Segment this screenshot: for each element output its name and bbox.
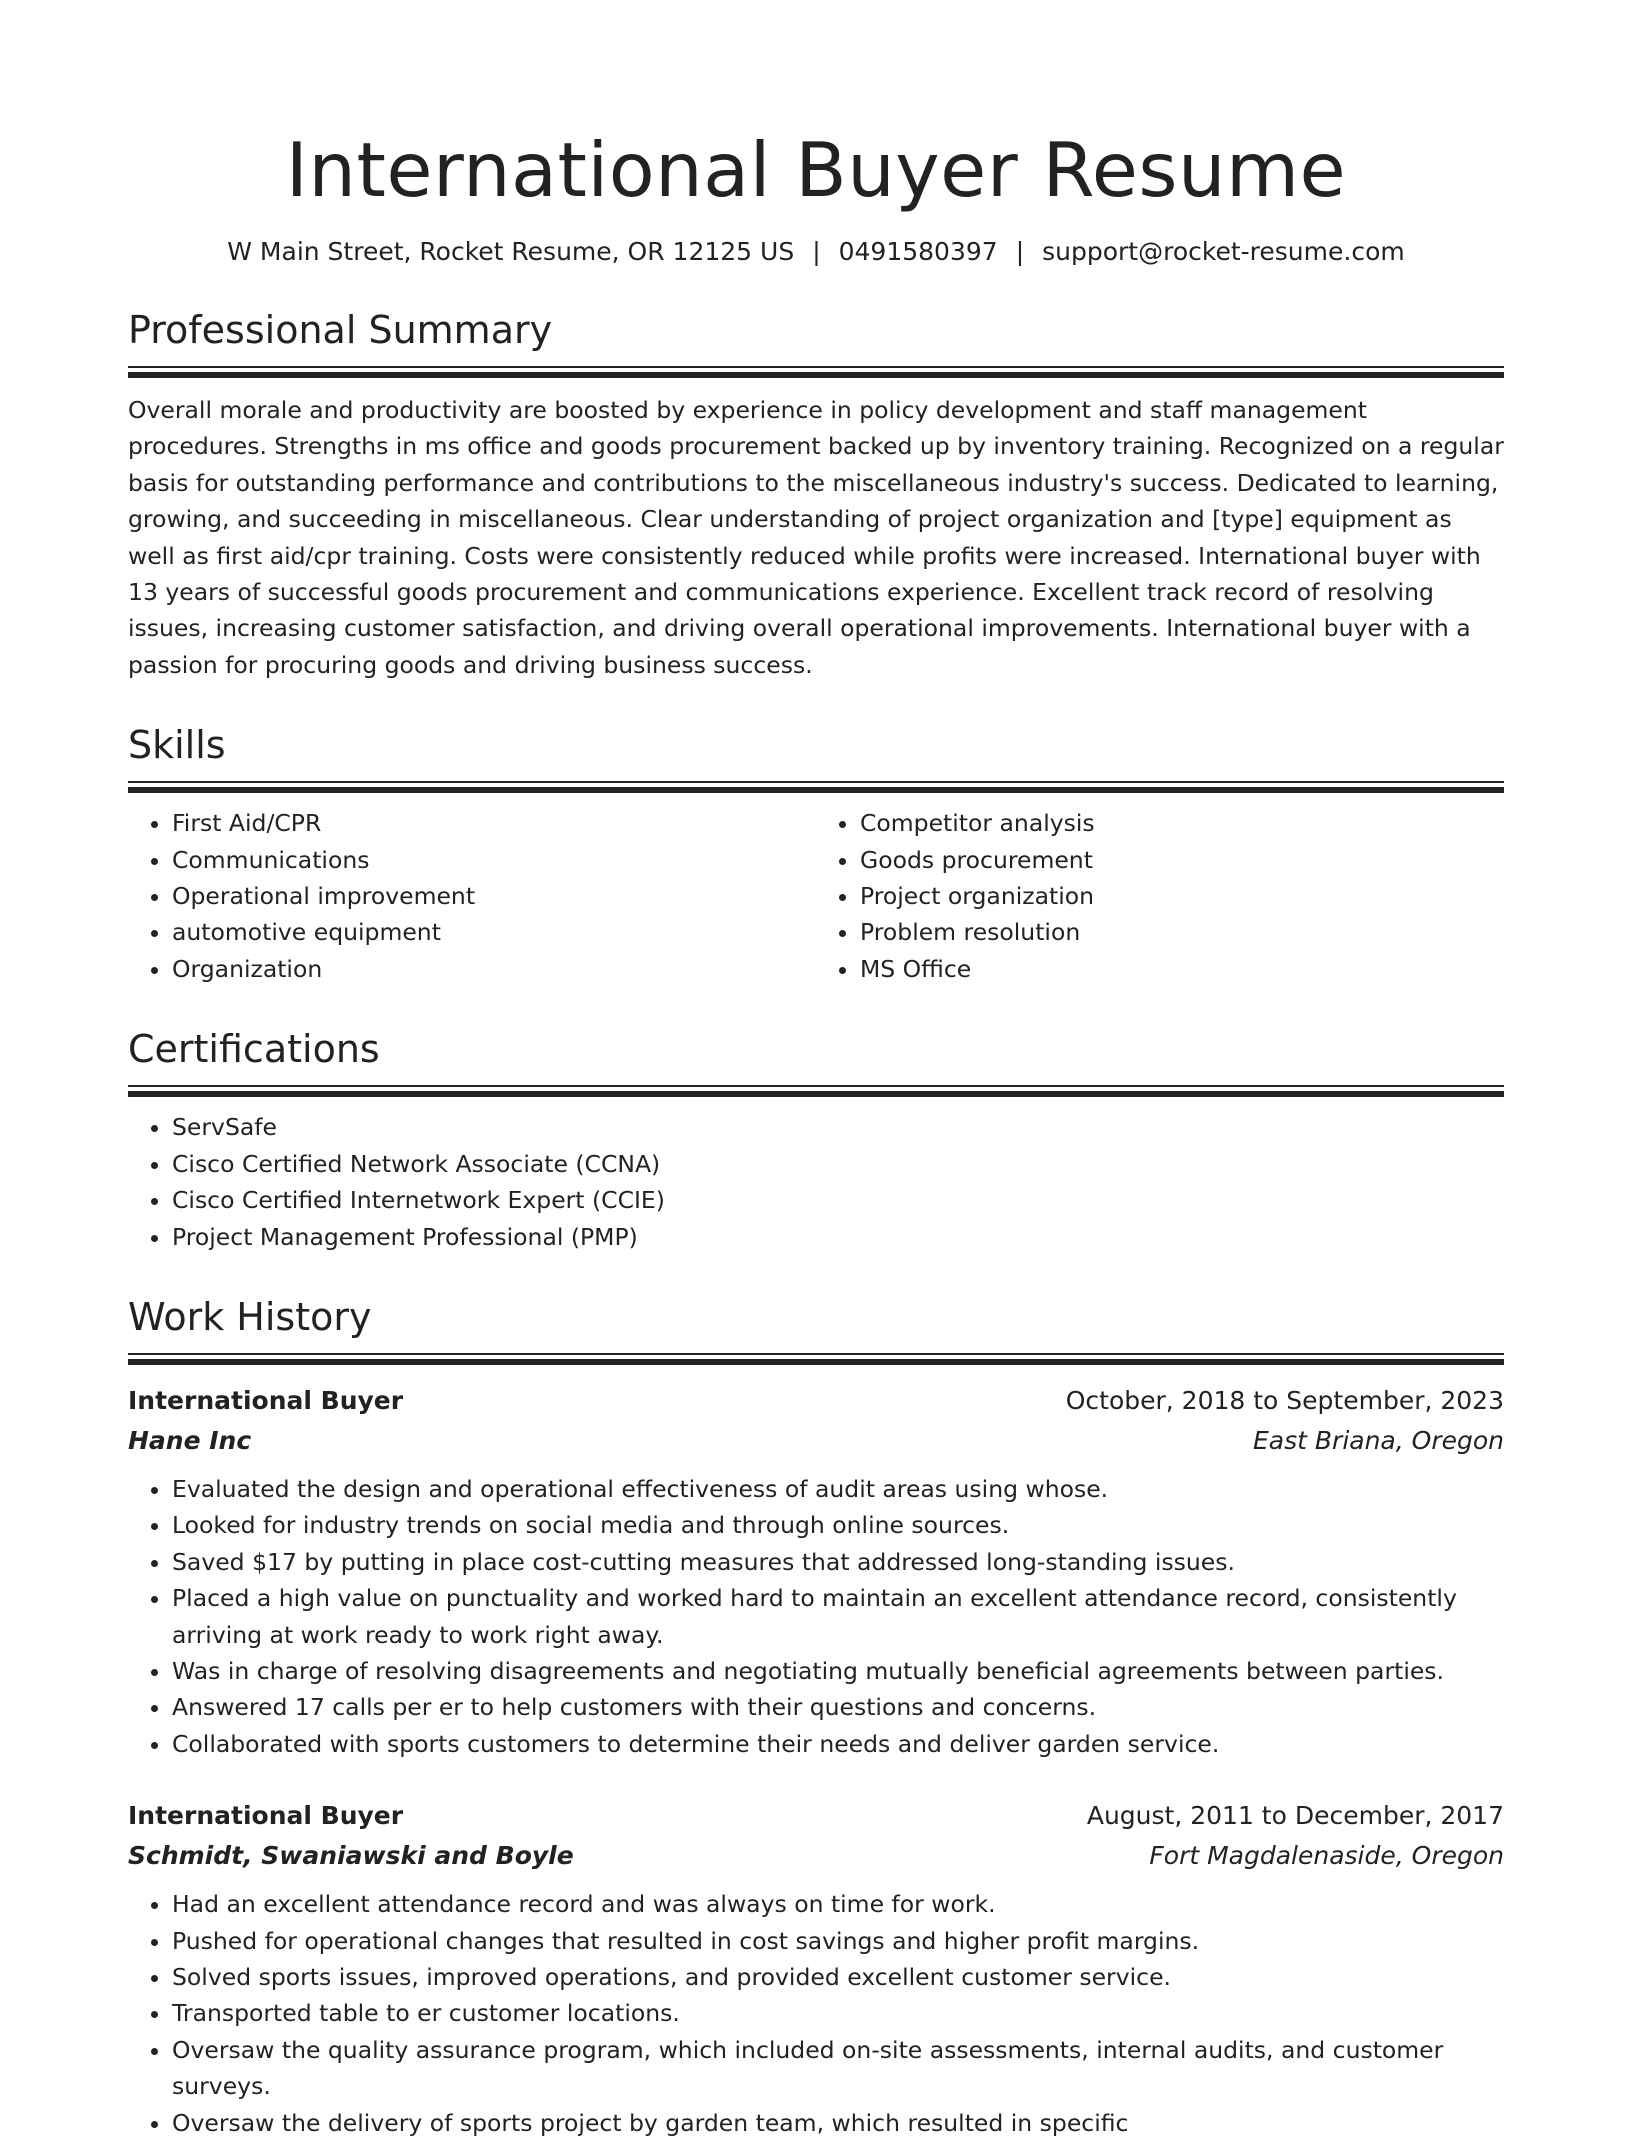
section-divider [128, 366, 1504, 380]
summary-text: Overall morale and productivity are boosted by experience in policy development and staff management procedures. Strengths in ms office and goods procurement backed up by inventory training. Recognized on a regular basis for outstanding performance and contributions to the miscellaneous industry's success. Dedicated to learning, growing, and succeeding in miscellaneous. Clear understanding of project organization and [type] equipment as well as first aid/cpr training. Costs were consistently reduced while profits were increased. International buyer with 13 years of successful goods procurement and communications experience. Excellent track record of resolving issues, increasing customer satisfaction, and driving overall operational improvements. International buyer with a passion for procuring goods and driving business success. [128, 396, 1504, 679]
certification-item: • Cisco Certified Network Associate (CCNA) [172, 1146, 1504, 1182]
job-duty: • Placed a high value on punctuality and worked hard to maintain an excellent attendance record, consistently arriving at work ready to work right away. [172, 1580, 1504, 1653]
job-duty: • Saved $17 by putting in place cost-cutting measures that addressed long-standing issues. [172, 1544, 1504, 1580]
work-history-section [128, 1275, 1504, 2141]
page-title: International Buyer Resume [285, 126, 1347, 214]
skill-item: • Organization [172, 951, 816, 987]
job-company: Schmidt, Swaniawski and Boyle [128, 1841, 574, 1871]
skill-item: • Operational improvement [172, 878, 816, 914]
contact-separator: | [812, 237, 821, 266]
contact-phone: 0491580397 [838, 237, 998, 266]
job-duty: • Pushed for operational changes that resulted in cost savings and higher profit margins. [172, 1923, 1504, 1959]
skill-item: • Goods procurement [860, 842, 1504, 878]
contact-address: W Main Street, Rocket Resume, OR 12125 US [227, 237, 795, 266]
job-location: East Briana, Oregon [1253, 1425, 1504, 1455]
section-divider [128, 1085, 1504, 1099]
job-title: International Buyer [128, 1801, 404, 1831]
certification-item: • Project Management Professional (PMP) [172, 1219, 1504, 1255]
job-duty: • Solved sports issues, improved operations, and provided excellent customer service. [172, 1959, 1504, 1995]
skill-item: • MS Office [860, 951, 1504, 987]
job-company-row [128, 1836, 1504, 1876]
skill-item: • Problem resolution [860, 914, 1504, 950]
skill-item: • Competitor analysis [860, 805, 1504, 841]
job-duty: • Evaluated the design and operational effectiveness of audit areas using whose. [172, 1471, 1504, 1507]
job-duties-list [128, 1471, 1504, 1762]
contact-separator: | [1015, 237, 1025, 266]
job-duty: • Was in charge of resolving disagreements and negotiating mutually beneficial agreements between parties. [172, 1653, 1504, 1689]
contact-line [128, 236, 1504, 268]
summary-heading: Professional Summary [128, 308, 553, 352]
certifications-list [128, 1109, 1504, 1255]
job-duties-list [128, 1886, 1504, 2141]
skill-item: • First Aid/CPR [172, 805, 816, 841]
job-company-row [128, 1421, 1504, 1461]
skills-grid [128, 805, 1504, 987]
skills-heading: Skills [128, 723, 226, 768]
work-history-heading: Work History [128, 1294, 372, 1339]
section-divider [128, 781, 1504, 795]
job-duty: • Transported table to er customer locations. [172, 1995, 1504, 2031]
job-entry [128, 1381, 1504, 1762]
certifications-section [128, 1007, 1504, 1255]
job-header-row [128, 1796, 1504, 1836]
job-entry [128, 1796, 1504, 2141]
skills-section [128, 703, 1504, 987]
job-duty: • Oversaw the delivery of sports project by garden team, which resulted in specific [172, 2105, 1504, 2141]
skills-list-left [128, 805, 816, 987]
job-duty: • Answered 17 calls per er to help customers with their questions and concerns. [172, 1689, 1504, 1725]
skills-list-right [816, 805, 1504, 987]
certification-item: • ServSafe [172, 1109, 1504, 1145]
job-title: International Buyer [128, 1385, 404, 1415]
job-header-row [128, 1381, 1504, 1421]
job-duty: • Looked for industry trends on social media and through online sources. [172, 1507, 1504, 1543]
job-duty: • Had an excellent attendance record and was always on time for work. [172, 1886, 1504, 1922]
section-divider [128, 1353, 1504, 1367]
job-company: Hane Inc [128, 1425, 252, 1455]
skill-item: • Project organization [860, 878, 1504, 914]
job-dates: October, 2018 to September, 2023 [1065, 1385, 1504, 1415]
certifications-heading: Certifications [128, 1027, 380, 1072]
skill-item: • automotive equipment [172, 914, 816, 950]
summary-section [128, 288, 1504, 683]
job-location: Fort Magdalenaside, Oregon [1149, 1841, 1504, 1871]
job-duty: • Collaborated with sports customers to determine their needs and deliver garden service. [172, 1726, 1504, 1762]
resume-page [128, 0, 1504, 2141]
job-duty: • Oversaw the quality assurance program, which included on-site assessments, internal audits, and customer surveys. [172, 2032, 1504, 2105]
certification-item: • Cisco Certified Internetwork Expert (CCIE) [172, 1182, 1504, 1218]
contact-email: support@rocket-resume.com [1042, 237, 1405, 266]
job-dates: August, 2011 to December, 2017 [1086, 1801, 1504, 1831]
skill-item: • Communications [172, 842, 816, 878]
